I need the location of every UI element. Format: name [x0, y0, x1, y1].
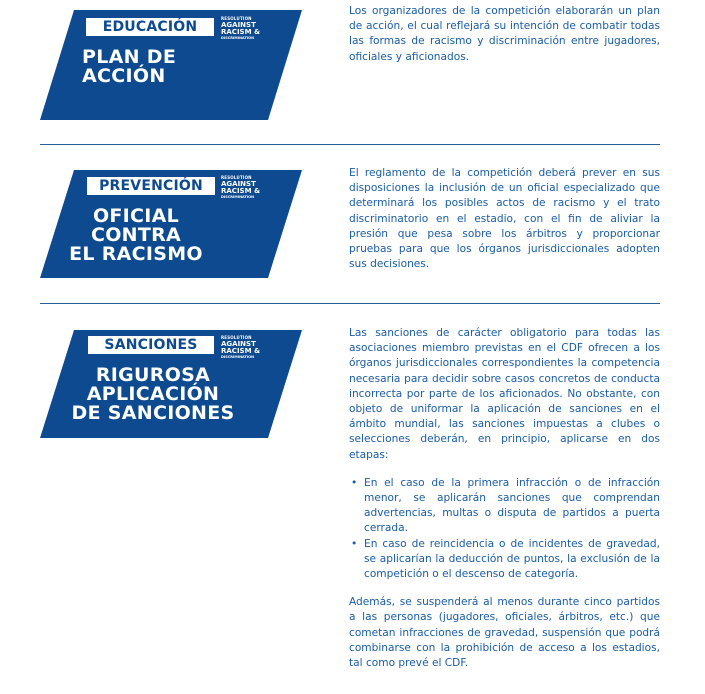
section-tag: PREVENCIÓN — [87, 177, 215, 195]
resolution-logo: RESOLUTION AGAINST RACISM & DISCRIMINATION — [221, 175, 261, 199]
section-text-sanciones — [349, 326, 660, 671]
sanction-stages-list — [349, 476, 660, 582]
section-heading: OFICIAL CONTRA EL RACISMO — [69, 205, 203, 265]
paragraph: El reglamento de la competición deberá prever en sus disposiciones la inclusión de un oficial especializado que determinará los posibles actos de racismo y el trato discriminatorio en el estadio, con el fin de aliviar la presión que pesa sobre los árbitros y proporcionar pruebas para que los órganos jurisdiccionales adopten sus decisiones. — [349, 167, 660, 271]
list-item: • En el caso de la primera infracción o de infracción menor, se aplicarán sanciones que comprendan advertencias, multas o disputa de partidos a puerta cerrada. — [349, 476, 660, 537]
paragraph: Las sanciones de carácter obligatorio para todas las asociaciones miembro previstas en el CDF ofrecen a los órganos jurisdiccionales correspondientes la competencia necesaria para decidir sobre casos concretos de conducta incorrecta por parte de los aficionados. No obstante, con objeto de uniformar la aplicación de sanciones en el ámbito mundial, las sanciones impuestas a clubes o selecciones deberán, en principio, aplicarse en dos etapas: — [349, 327, 660, 461]
banner-prevencion — [40, 170, 300, 278]
banner-educacion — [40, 10, 300, 120]
section-text-educacion — [349, 4, 660, 65]
section-tag: SANCIONES — [88, 336, 214, 354]
section-text-prevencion — [349, 166, 660, 272]
resolution-logo: RESOLUTION AGAINST RACISM & DISCRIMINATION — [221, 335, 261, 359]
resolution-logo: RESOLUTION AGAINST RACISM & DISCRIMINATION — [221, 16, 261, 40]
section-divider — [40, 303, 660, 304]
paragraph: Además, se suspenderá al menos durante cinco partidos a las personas (jugadores, oficiales, árbitros, etc.) que cometan infracciones de gravedad, suspensión que podrá combinarse con la prohibición de acceso a los estadios, tal como prevé el CDF. — [349, 596, 660, 670]
section-tag: EDUCACIÓN — [86, 18, 214, 36]
section-divider — [40, 144, 660, 145]
section-heading: RIGUROSA APLICACIÓN DE SANCIONES — [71, 364, 235, 424]
banner-sanciones — [40, 330, 300, 438]
section-heading: PLAN DE ACCIÓN — [82, 46, 177, 87]
list-item: • En caso de reincidencia o de incidentes de gravedad, se aplicarían la deducción de puntos, la exclusión de la competición o el descenso de categoría. — [349, 537, 660, 583]
paragraph: Los organizadores de la competición elaborarán un plan de acción, el cual reflejará su intención de combatir todas las formas de racismo y discriminación entre jugadores, oficiales y aficionados. — [349, 5, 660, 63]
